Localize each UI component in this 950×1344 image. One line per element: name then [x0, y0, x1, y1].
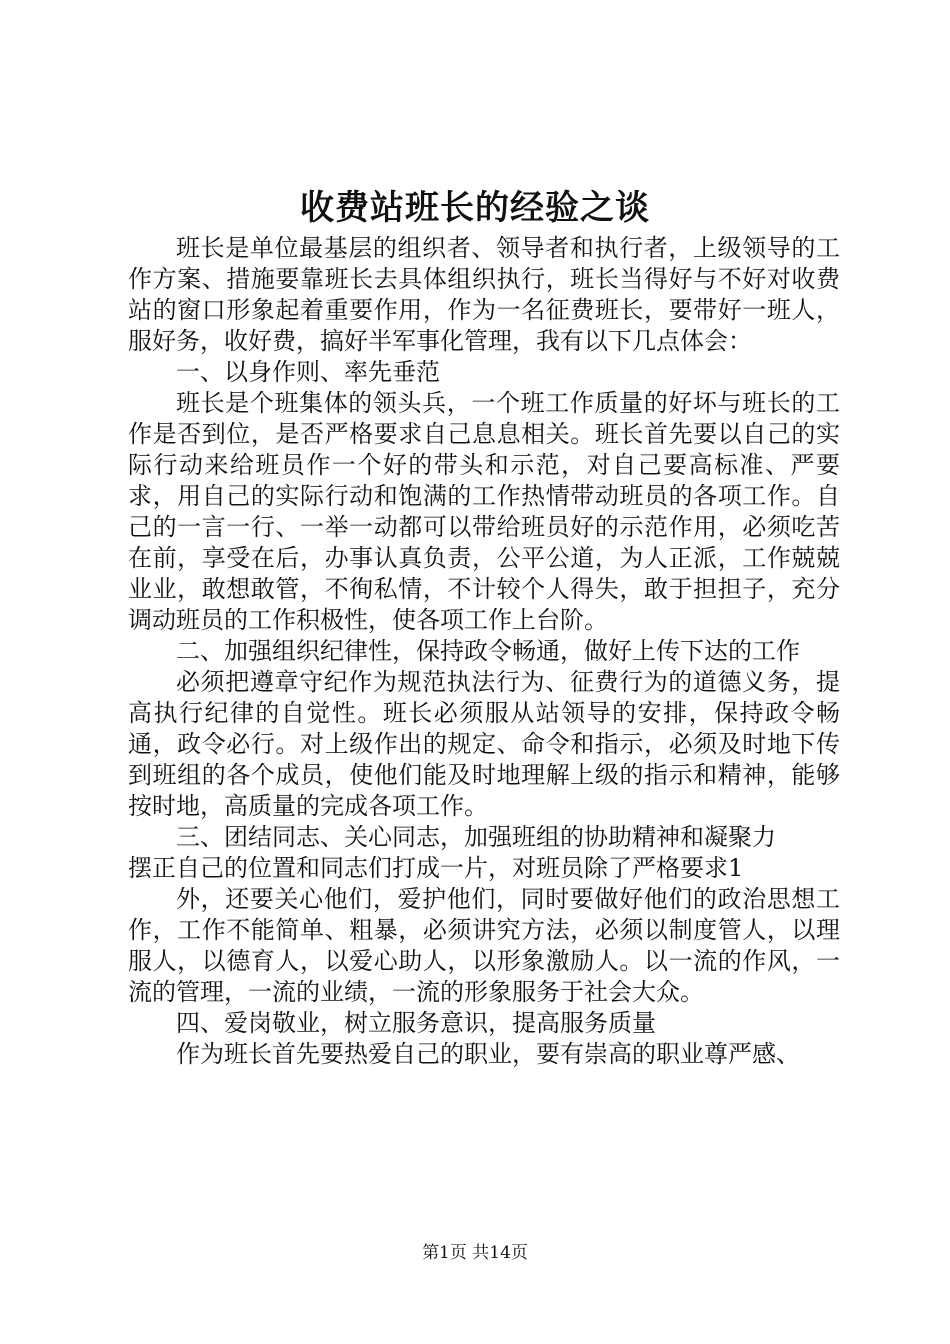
- paragraph-section-3a: 摆正自己的位置和同志们打成一片，对班员除了严格要求1: [128, 854, 744, 882]
- section-heading-2: 二、加强组织纪律性，保持政令畅通，做好上传下达的工作: [176, 637, 800, 665]
- document-body: [128, 233, 840, 1070]
- paragraph-section-1: 班长是个班集体的领头兵，一个班工作质量的好坏与班长的工作是否到位，是否严格要求自己息息相关。班长首先要以自己的实际行动来给班员作一个好的带头和示范，对自己要高标准、严要求，用自己的实际行动和饱满的工作热情带动班员的各项工作。自己的一言一行、一举一动都可以带给班员好的示范作用，必须吃苦在前，享受在后，办事认真负责，公平公道，为人正派，工作兢兢业业，敢想敢管，不徇私情，不计较个人得失，敢于担担子，充分调动班员的工作积极性，使各项工作上台阶。: [128, 389, 840, 634]
- section-heading-1: 一、以身作则、率先垂范: [176, 358, 440, 386]
- paragraph-section-2: 必须把遵章守纪作为规范执法行为、征费行为的道德义务，提高执行纪律的自觉性。班长必须服从站领导的安排，保持政令畅通，政令必行。对上级作出的规定、命令和指示，必须及时地下传到班组的各个成员，使他们能及时地理解上级的指示和精神，能够按时地，高质量的完成各项工作。: [128, 668, 840, 820]
- paragraph-section-4: 作为班长首先要热爱自己的职业，要有崇高的职业尊严感、: [176, 1040, 800, 1068]
- document-title: 收费站班长的经验之谈: [300, 188, 650, 228]
- section-heading-4: 四、爱岗敬业，树立服务意识，提高服务质量: [176, 1009, 656, 1037]
- paragraph-intro: 班长是单位最基层的组织者、领导者和执行者，上级领导的工作方案、措施要靠班长去具体组织执行，班长当得好与不好对收费站的窗口形象起着重要作用，作为一名征费班长，要带好一班人，服好务，收好费，搞好半军事化管理，我有以下几点体会：: [128, 234, 840, 355]
- page-number-footer: 第1页 共14页: [422, 1243, 528, 1263]
- section-heading-3: 三、团结同志、关心同志，加强班组的协助精神和凝聚力: [176, 823, 776, 851]
- paragraph-section-3b: 外，还要关心他们，爱护他们，同时要做好他们的政治思想工作，工作不能简单、粗暴，必须讲究方法，必须以制度管人，以理服人，以德育人，以爱心助人，以形象激励人。以一流的作风，一流的管理，一流的业绩，一流的形象服务于社会大众。: [128, 885, 840, 1006]
